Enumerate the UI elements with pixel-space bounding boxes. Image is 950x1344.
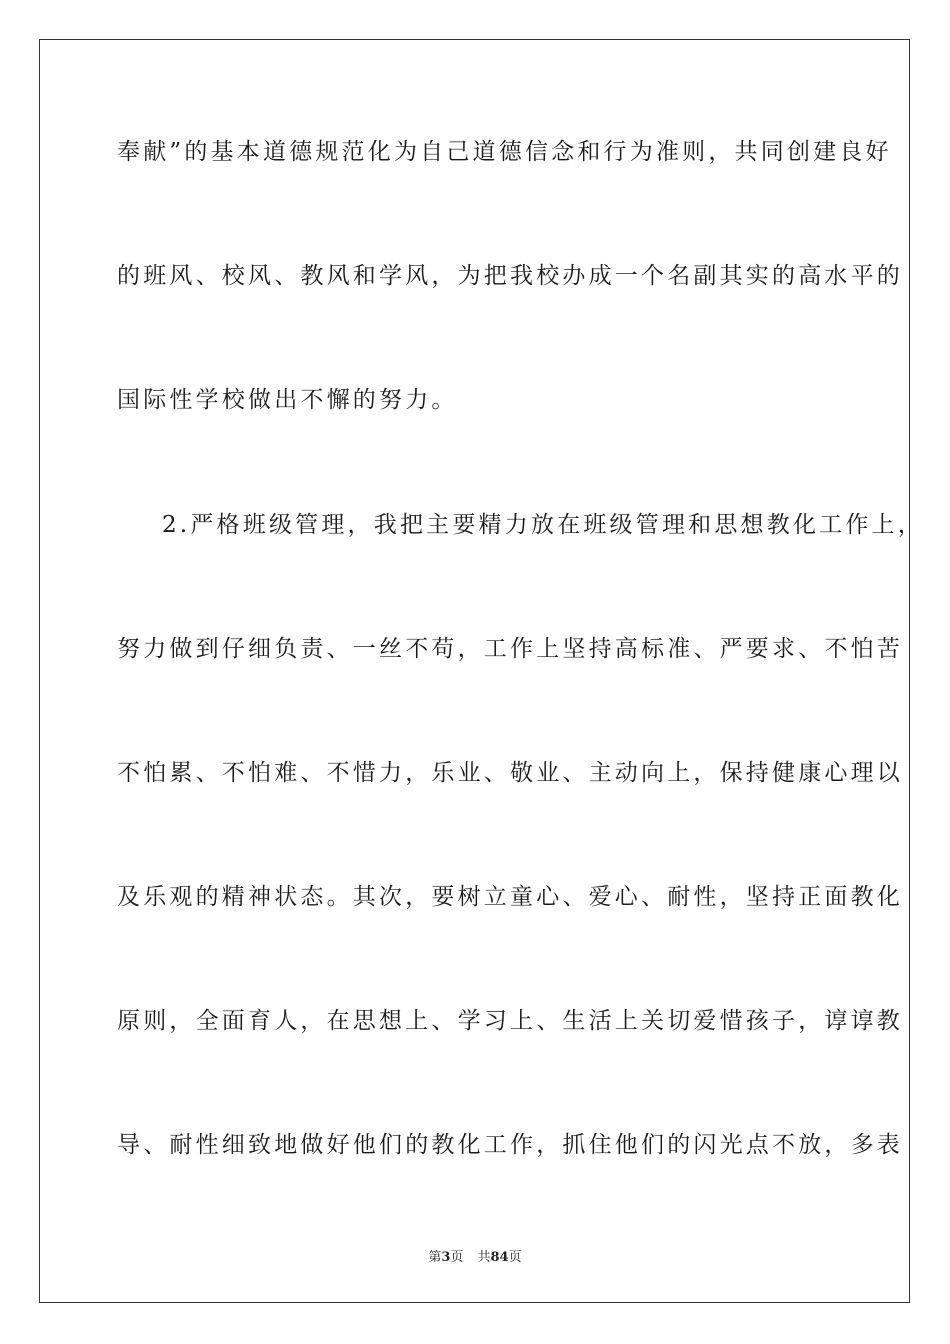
text-line: 努力做到仔细负责、一丝不苟，工作上坚持高标准、严要求、不怕苦 bbox=[117, 636, 903, 662]
text-line: 国际性学校做出不懈的努力。 bbox=[117, 387, 458, 413]
text-line: 及乐观的精神状态。其次，要树立童心、爱心、耐性，坚持正面教化 bbox=[117, 884, 903, 910]
text-line: 奉献”的基本道德规范化为自己道德信念和行为准则，共同创建良好 bbox=[117, 139, 892, 165]
text-line: 导、耐性细致地做好他们的教化工作，抓住他们的闪光点不放，多表 bbox=[117, 1132, 903, 1158]
page-border bbox=[39, 39, 910, 1303]
page-number: 3 bbox=[441, 1250, 451, 1265]
text-line: 原则，全面育人，在思想上、学习上、生活上关切爱惜孩子，谆谆教 bbox=[117, 1008, 903, 1034]
page-prefix: 第 bbox=[428, 1250, 442, 1265]
total-pages: 84 bbox=[490, 1250, 509, 1265]
page-suffix: 页 bbox=[450, 1250, 464, 1265]
paragraph-start-line: 2.严格班级管理，我把主要精力放在班级管理和思想教化工作上， bbox=[162, 512, 924, 538]
text-line: 不怕累、不怕难、不惜力，乐业、敬业、主动向上，保持健康心理以 bbox=[117, 760, 903, 786]
page-footer bbox=[0, 1250, 950, 1266]
total-suffix: 页 bbox=[508, 1250, 522, 1265]
text-line: 的班风、校风、教风和学风，为把我校办成一个名副其实的高水平的 bbox=[117, 263, 903, 289]
total-prefix: 共 bbox=[477, 1250, 491, 1265]
